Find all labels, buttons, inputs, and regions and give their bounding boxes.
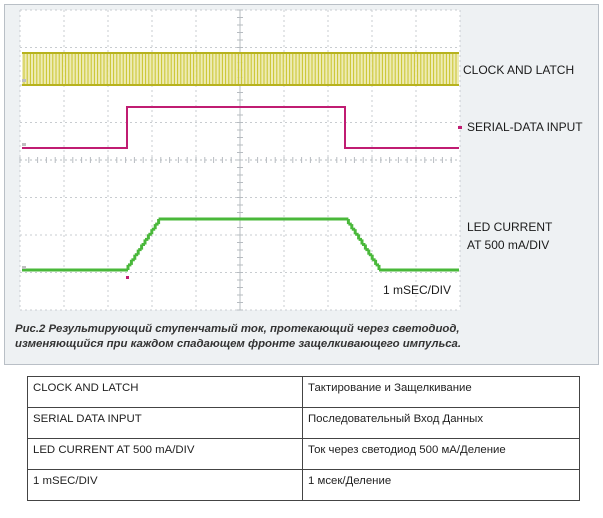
- table-row: [28, 470, 580, 501]
- trigger-marker: [126, 276, 129, 279]
- table-cell-ru: Тактирование и Защелкивание: [303, 377, 580, 408]
- led-current-label: [467, 218, 552, 254]
- table-cell-en: SERIAL DATA INPUT: [28, 408, 303, 439]
- caption-line2: изменяющийся при каждом спадающем фронте защелкивающего импульса.: [15, 338, 462, 350]
- table-row: [28, 408, 580, 439]
- table-cell-en: LED CURRENT AT 500 mA/DIV: [28, 439, 303, 470]
- table-cell-ru: Последовательный Вход Данных: [303, 408, 580, 439]
- clock-latch-trace: [22, 53, 459, 85]
- table-row: [28, 439, 580, 470]
- led-current-label-line2: AT 500 mA/DIV: [467, 238, 550, 252]
- figure-caption: [15, 322, 585, 352]
- clock-latch-label: CLOCK AND LATCH: [463, 63, 575, 77]
- table-cell-ru: Ток через светодиод 500 мА/Деление: [303, 439, 580, 470]
- table-cell-en: CLOCK AND LATCH: [28, 377, 303, 408]
- serial-marker: [458, 126, 462, 129]
- caption-line1: Рис.2 Результирующий ступенчатый ток, протекающий через светодиод,: [15, 323, 460, 335]
- table-cell-en: 1 mSEC/DIV: [28, 470, 303, 501]
- table-row: [28, 377, 580, 408]
- led-current-label-line1: LED CURRENT: [467, 220, 553, 234]
- translation-table: [27, 376, 580, 501]
- table-cell-ru: 1 мсек/Деление: [303, 470, 580, 501]
- serial-data-label: SERIAL-DATA INPUT: [467, 120, 583, 134]
- timebase-label: 1 mSEC/DIV: [383, 283, 452, 297]
